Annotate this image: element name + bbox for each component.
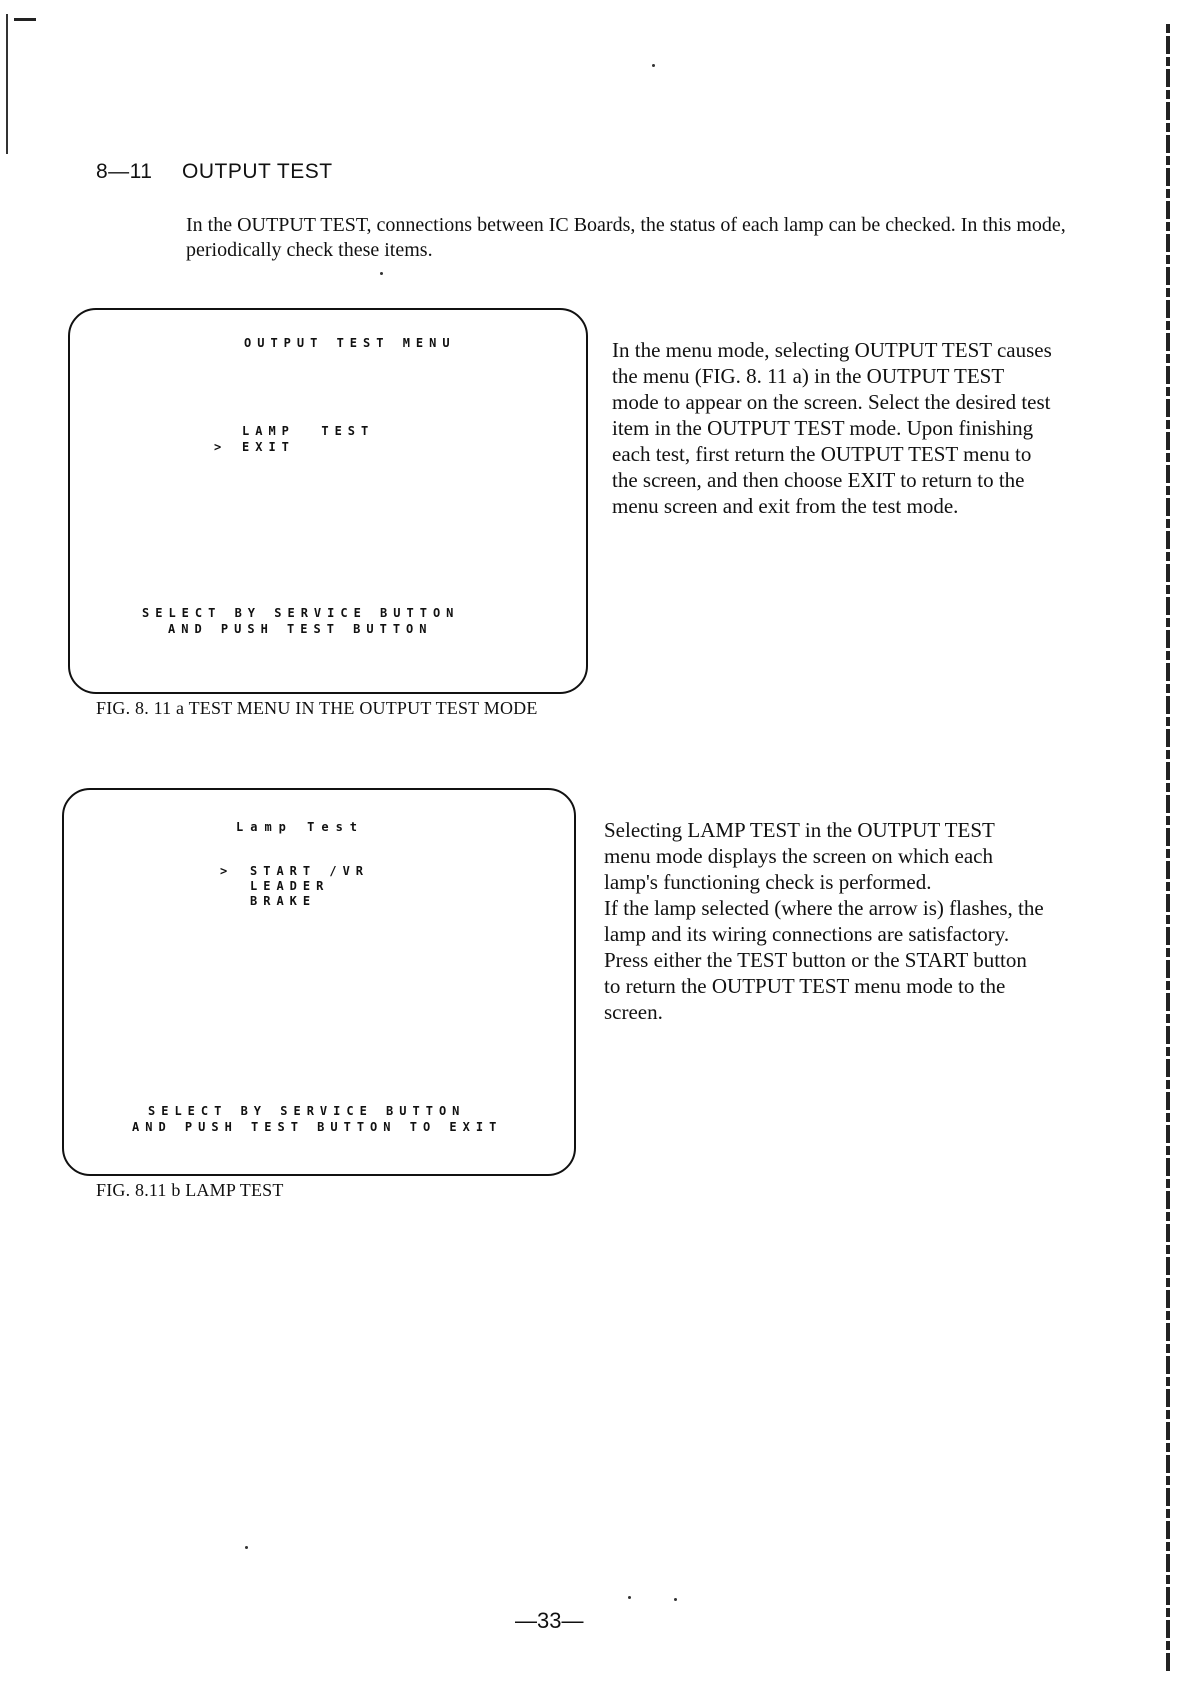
screen-footer-line2: AND PUSH TEST BUTTON TO EXIT	[132, 1120, 503, 1134]
figure-a-caption: FIG. 8. 11 a TEST MENU IN THE OUTPUT TEST MODE	[96, 698, 538, 718]
scan-speck	[674, 1598, 677, 1601]
figure-b-paragraph-2: If the lamp selected (where the arrow is) flashes, the lamp and its wiring connections are satisfactory.	[604, 896, 1044, 946]
scan-mark-top	[14, 18, 36, 21]
output-test-menu-screen	[68, 308, 588, 694]
menu-cursor-arrow: >	[220, 864, 234, 878]
page-number: —33—	[515, 1608, 584, 1633]
scan-edge-right	[1166, 24, 1170, 1674]
menu-item-brake: BRAKE	[250, 894, 317, 908]
menu-item-start-vr: START /VR	[250, 864, 370, 878]
screen-title: OUTPUT TEST MENU	[244, 336, 456, 350]
menu-cursor-arrow: >	[214, 440, 228, 454]
section-number: 8—11	[96, 160, 153, 183]
screen-footer-line1: SELECT BY SERVICE BUTTON	[142, 606, 460, 620]
figure-b-description	[604, 817, 1044, 1025]
lamp-test-screen	[62, 788, 576, 1176]
scan-speck	[628, 1596, 631, 1599]
scan-edge-left	[6, 14, 8, 154]
menu-item-leader: LEADER	[250, 879, 330, 893]
screen-footer-line1: SELECT BY SERVICE BUTTON	[148, 1104, 466, 1118]
screen-footer-line2: AND PUSH TEST BUTTON	[168, 622, 433, 636]
scan-speck	[652, 64, 655, 67]
figure-b-caption: FIG. 8.11 b LAMP TEST	[96, 1180, 284, 1200]
figure-b-paragraph-3: Press either the TEST button or the START button to return the OUTPUT TEST menu mode to the screen.	[604, 948, 1027, 1024]
scan-speck	[380, 272, 383, 275]
scan-speck	[245, 1546, 248, 1549]
figure-b-paragraph-1: Selecting LAMP TEST in the OUTPUT TEST menu mode displays the screen on which each lamp's functioning check is performed.	[604, 818, 995, 894]
section-heading	[96, 160, 333, 184]
menu-item-lamp-test: LAMP TEST	[242, 424, 375, 438]
figure-a-description: In the menu mode, selecting OUTPUT TEST causes the menu (FIG. 8. 11 a) in the OUTPUT TEST mode to appear on the screen. Select the desired test item in the OUTPUT TEST mode. Upon finishing each test, first return the OUTPUT TEST menu to the screen, and then choose EXIT to return to the menu screen and exit from the test mode.	[612, 338, 1052, 518]
menu-item-exit: EXIT	[242, 440, 295, 454]
section-title: OUTPUT TEST	[182, 160, 333, 183]
intro-paragraph: In the OUTPUT TEST, connections between IC Boards, the status of each lamp can be checked. In this mode, periodically check these items.	[186, 214, 1066, 261]
screen-title: Lamp Test	[236, 820, 365, 834]
